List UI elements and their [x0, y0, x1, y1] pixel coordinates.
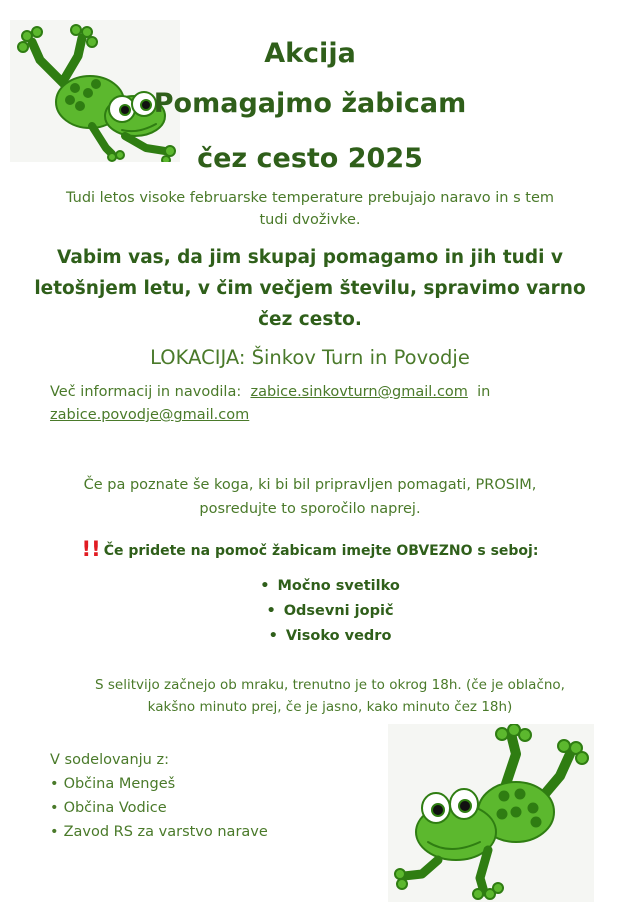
timing-line: kakšno minuto prej, če je jasno, kako minuto čez 18h) [147, 699, 513, 715]
exclamation-icon: !! [81, 537, 101, 561]
partner-item [50, 772, 268, 796]
partner-label: Zavod RS za varstvo narave [63, 824, 268, 840]
intro-line: tudi dvoživke. [259, 212, 361, 228]
bullet-icon: • [266, 603, 276, 619]
item-label: Visoko vedro [285, 628, 392, 644]
share-line: Če pa poznate še koga, ki bi bil pripravljen pomagati, PROSIM, [83, 477, 537, 493]
list-item [230, 599, 430, 624]
item-label: Odsevni jopič [283, 603, 394, 619]
bullet-icon: • [50, 776, 59, 792]
email-link-povodje[interactable]: zabice.povodje@gmail.com [50, 407, 250, 423]
share-request [30, 473, 590, 521]
timing-line: S selitvijo začnejo ob mraku, trenutno je to okrog 18h. (če je oblačno, [95, 677, 565, 693]
timing-note [60, 674, 600, 718]
bring-along-warning [30, 537, 590, 561]
intro-line: Tudi letos visoke februarske temperature prebujajo naravo in s tem [65, 190, 555, 206]
contact-label: Več informacij in navodila: [50, 384, 242, 400]
title-line-1: Akcija [264, 38, 356, 69]
bullet-icon: • [260, 578, 270, 594]
email-link-sinkovturn[interactable]: zabice.sinkovturn@gmail.com [250, 384, 468, 400]
partner-item [50, 820, 268, 844]
title-line-3: čez cesto 2025 [197, 143, 423, 174]
intro-paragraph [30, 187, 590, 231]
list-item [230, 624, 430, 649]
bullet-icon: • [50, 800, 59, 816]
invitation-callout [30, 242, 590, 335]
callout-line: Vabim vas, da jim skupaj pomagamo in jih tudi v [57, 247, 563, 268]
contact-joiner: in [477, 384, 491, 400]
partner-item [50, 796, 268, 820]
item-label: Močno svetilko [277, 578, 400, 594]
partner-label: Občina Vodice [63, 800, 167, 816]
cooperation-heading: V sodelovanju z: [50, 752, 169, 768]
callout-line: letošnjem letu, v čim večjem številu, spravimo varno [34, 278, 586, 299]
share-line: posredujte to sporočilo naprej. [199, 501, 421, 517]
frog-icon [388, 724, 594, 902]
list-item [230, 574, 430, 599]
bullet-icon: • [268, 628, 278, 644]
partner-label: Občina Mengeš [63, 776, 176, 792]
callout-line: čez cesto. [258, 309, 362, 330]
required-items-list [230, 574, 430, 649]
location-line: LOKACIJA: Šinkov Turn in Povodje [150, 346, 470, 369]
contact-info [50, 381, 580, 427]
bullet-icon: • [50, 824, 59, 840]
title-line-2: Pomagajmo žabicam [153, 88, 467, 119]
warning-text: Če pridete na pomoč žabicam imejte OBVEZNO s seboj: [103, 543, 539, 559]
cooperation-section [50, 748, 268, 844]
frog-illustration-bottom [388, 724, 594, 902]
